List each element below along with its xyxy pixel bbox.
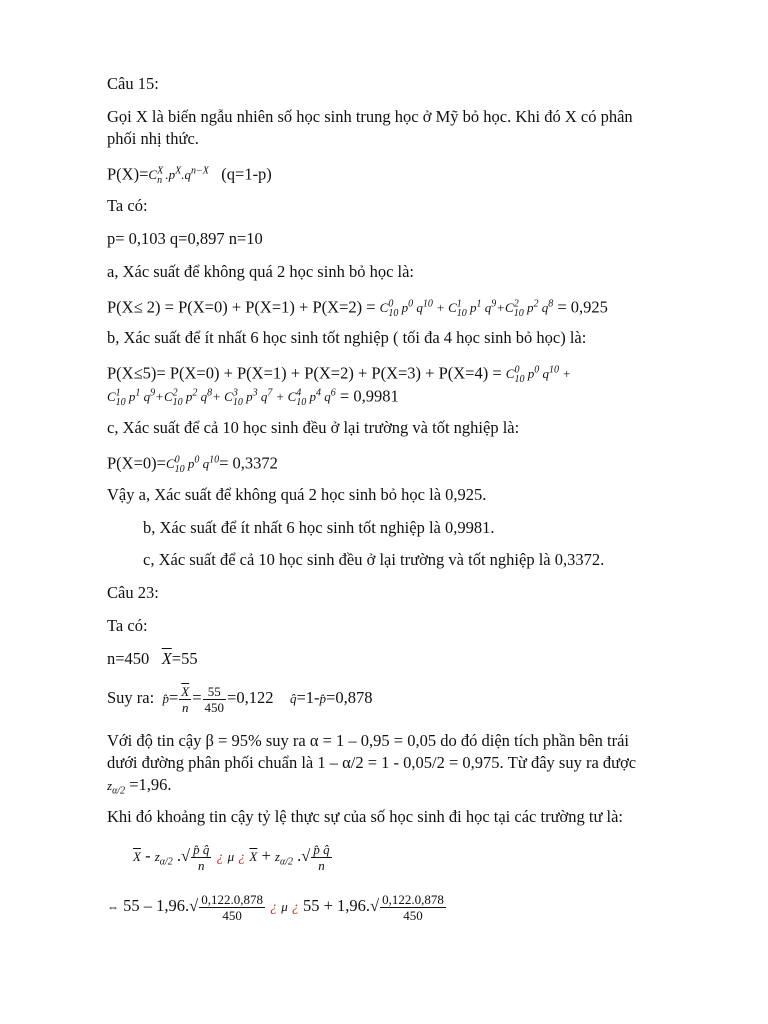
ci-title: Khi đó khoảng tin cậy tỷ lệ thực sự của số học sinh đi học tại các trường tư là: (107, 807, 624, 826)
ci-glyph-2: ¿ (238, 850, 246, 865)
ci-glyph-1: ¿ (216, 850, 224, 865)
conclusion-a: Vậy a, Xác suất để không quá 2 học sinh bỏ học là 0,925. (107, 485, 487, 504)
q-hat-result: =0,878 (326, 688, 373, 707)
part-b-term-0: $C^0_{10}$ $p^0$ $q^{10}$ + (505, 365, 571, 385)
formula-note: (q=1-p) (221, 164, 272, 184)
formula-expression: $C^X_n$ $.p^X.q^{n-X}$ (148, 166, 209, 186)
ci-xbar-right: $\overline{X}$ (249, 849, 258, 864)
xbar-over-n-fraction: $\frac{\overline{X}}{n}$ (181, 683, 190, 715)
part-c-equation (107, 450, 278, 481)
taco-label-1: Ta có: (107, 196, 148, 215)
parameters-line: p= 0,103 q=0,897 n=10 (107, 229, 263, 248)
part-a-lhs: P(X≤ 2) = P(X=0) + P(X=1) + P(X=2) = (107, 297, 376, 317)
n-value: n=450 (107, 649, 150, 668)
ci-sqrt-fraction-right: $\frac{p̂ q̂}{n}$ (313, 841, 330, 873)
formula-lhs: P(X)= (107, 164, 149, 184)
xbar-value: =55 (171, 649, 198, 668)
binomial-formula (107, 161, 272, 192)
intro-line-1: Gọi X là biến ngẫu nhiên số học sinh trung học ở Mỹ bỏ học. Khi đó X có phân (107, 107, 633, 126)
ci-z-right: $z_{\alpha/2}$ (274, 849, 293, 868)
conclusion-b: b, Xác suất để ít nhất 6 học sinh tốt nghiệp là 0,9981. (143, 518, 495, 537)
ci-formula: $\overline{X} - z_{\alpha/2}$ .√ $\frac{p̂ q̂}{n}$ ¿ μ ¿ $\overline{X} + z_{\alpha/2}$ .√ $\frac{p̂ q̂}{n}$ (133, 841, 330, 873)
part-b-equation-line-2 (107, 383, 399, 414)
part-a-title: a, Xác suất để không quá 2 học sinh bỏ học là: (107, 262, 415, 281)
ci-xbar-left: $\overline{X}$ (133, 849, 141, 864)
q-hat-symbol: q̂ (289, 691, 297, 706)
ci-numeric: ⇔ 55 – 1,96.√ $\frac{0,122.0,878}{450}$ ¿ μ ¿ 55 + 1,96.√ $\frac{0,122.0,878}{450}$ (107, 891, 444, 923)
p-hat-numerator: 55 (203, 684, 227, 700)
confidence-line-2: dưới đường phân phối chuẩn là 1 – α/2 = 1 - 0,05/2 = 0,975. Từ đây suy ra được (107, 753, 637, 772)
intro-line-2: phối nhị thức. (107, 129, 199, 148)
p-hat-fraction (203, 684, 227, 715)
part-b-terms: $C^1_{10}$ $p^1$ $q^9+C^2_{10}$ $p^2$ $q^8+ C^3_{10}$ $p^3$ $q^7 + C^4_{10}$ $p^4$ $q^6$ (107, 388, 336, 408)
equivalence-arrow: ⇔ (107, 900, 119, 914)
part-c-lhs: P(X=0)= (107, 453, 166, 473)
z-value-line (107, 774, 172, 803)
q-hat-expression: =1- (296, 688, 320, 707)
ci-glyph-3: ¿ (270, 900, 278, 915)
part-a-terms: $C^0_{10}$ $p^0$ $q^{10} + C^1_{10}$ $p^1$ $q^9+C^2_{10}$ $p^2$ $q^8$ (379, 299, 554, 319)
ci-right-fraction (380, 892, 446, 923)
ci-left-num: 0,122.0,878 (201, 891, 263, 907)
part-a-equation (107, 294, 608, 325)
ci-sqrt-fraction-left: $\frac{p̂ q̂}{n}$ (193, 841, 210, 873)
part-b-lhs: P(X≤5)= P(X=0) + P(X=1) + P(X=2) + P(X=3) + P(X=4) = (107, 363, 502, 383)
p-hat-denominator: 450 (204, 699, 225, 715)
p-hat-symbol: p̂ (162, 691, 169, 706)
ci-left-den: 450 (222, 907, 242, 923)
part-b-result: = 0,9981 (339, 386, 399, 406)
p-hat-result: =0,122 (227, 688, 274, 707)
ci-glyph-4: ¿ (291, 900, 299, 915)
confidence-line-1: Với độ tin cậy β = 95% suy ra α = 1 – 0,95 = 0,05 do đó diện tích phần bên trái (107, 731, 630, 750)
part-c-term: $C^0_{10}$ $p^0$ $q^{10}$ (165, 455, 220, 475)
sample-values (107, 648, 198, 670)
z-alpha-symbol: $z_{\alpha/2}$ (107, 778, 126, 797)
z-value: =1,96. (129, 775, 172, 794)
p-hat-symbol-2: p̂ (319, 691, 327, 706)
ci-right-num: 0,122.0,878 (382, 891, 444, 907)
taco-label-2: Ta có: (107, 616, 148, 635)
part-a-result: = 0,925 (557, 297, 608, 317)
heading-cau-15: Câu 15: (107, 74, 159, 93)
part-c-title: c, Xác suất để cả 10 học sinh đều ở lại trường và tốt nghiệp là: (107, 418, 520, 437)
xbar-symbol: $\overline{X}$ (161, 649, 172, 668)
ci-left-value: 55 – 1,96. (123, 896, 190, 915)
conclusion-c: c, Xác suất để cả 10 học sinh đều ở lại trường và tốt nghiệp là 0,3372. (143, 550, 605, 569)
part-b-title: b, Xác suất để ít nhất 6 học sinh tốt nghiệp ( tối đa 4 học sinh bỏ học) là: (107, 328, 587, 347)
ci-z-left: $z_{\alpha/2}$ (154, 849, 173, 868)
suyra-label: Suy ra: (107, 688, 155, 707)
ci-left-fraction (199, 892, 265, 923)
heading-cau-23: Câu 23: (107, 583, 159, 602)
proportion-estimate: Suy ra: p̂= $\frac{\overline{X}}{n}$ = $\frac{55}{450}$ =0,122 q̂=1-p̂=0,878 (107, 683, 373, 715)
ci-right-value: 55 + 1,96. (302, 896, 371, 915)
ci-right-den: 450 (403, 907, 423, 923)
part-c-result: = 0,3372 (219, 453, 278, 473)
